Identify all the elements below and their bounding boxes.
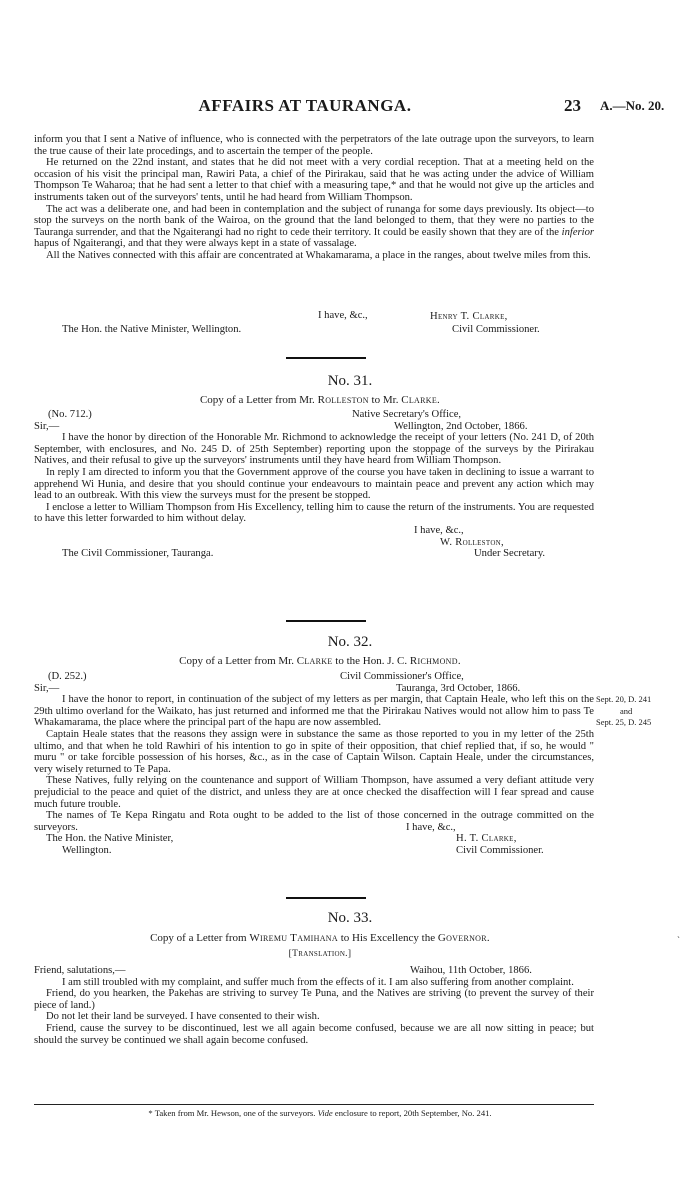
running-head xyxy=(0,96,700,118)
office: Civil Commissioner's Office, xyxy=(340,671,464,682)
closing: I have, &c., xyxy=(414,524,464,536)
place-date: Tauranga, 3rd October, 1866. xyxy=(396,682,521,694)
addressee: Wellington. xyxy=(62,844,112,856)
title-to: Richmond. xyxy=(409,655,461,667)
letter-32 xyxy=(34,671,594,857)
running-title: AFFAIRS AT TAURANGA. xyxy=(198,96,412,115)
title-text: Copy of a Letter from Mr. xyxy=(199,394,315,406)
title-text: Copy of a Letter from xyxy=(150,932,247,944)
paragraph-text: The act was a deliberate one, and had been in contemplation and the subject of runanga for some days previously. Its object—to stop the surveys on the north bank of the Wairoa, on the ground that the land belonged to them, that they were no parties to the Tauranga surrender, and that the Ngaiterangi had no right to cede their territory. It could be easily shown that they are of the xyxy=(34,203,594,238)
signatory: Henry T. Clarke, xyxy=(430,310,508,322)
paragraph: He returned on the 22nd instant, and states that he did not meet with a very cordial reception. That at a meeting held on the occasion of his visit the principal man, Rawiri Pata, a chief of the Pirirakau, said that he was acting under the advice of William Thompson Te Waharoa; that he had sent a letter to that chief with a measuring tape,* and that he would not give up the articles and instruments taken out of the surveyors' tents, until he had heard from William Thompson. xyxy=(34,157,594,203)
paragraph: inform you that I sent a Native of influence, who is connected with the perpetrators of the late outrage upon the surveyors, to learn the true cause of their late procedings, and to ascertain the temper of the people. xyxy=(34,134,594,157)
title-from: Rolleston xyxy=(317,394,369,406)
document-title xyxy=(0,394,640,406)
margin-note-line: and xyxy=(620,705,633,716)
document-title xyxy=(0,932,640,944)
footnote-text: enclosure to report, 20th September, No. 241. xyxy=(334,1108,492,1118)
paragraph: In reply I am directed to inform you that the Government approve of the course you have taken in declining to issue a warrant to apprehend Wi Hunia, and desire that you should continue your endeavours to maintain peace and prevent any action which may lead to an outbreak. With this view the surveys must for the present be stopped. xyxy=(34,466,594,502)
paragraph: These Natives, fully relying on the countenance and support of William Thompson, have assumed a very defiant attitude very prejudicial to the peace and quiet of the district, and unless they are at once checked the disaffection will I fear spread and cause much future trouble. xyxy=(34,775,594,810)
letter-30-continuation xyxy=(34,134,594,262)
margin-note-line: Sept. 20, D. 241 xyxy=(596,694,652,704)
signatory: H. T. Clarke, xyxy=(456,833,517,845)
salutation: Sir,— xyxy=(34,682,60,694)
title-to: Governor. xyxy=(437,932,490,944)
signatory: W. Rolleston, xyxy=(440,536,504,548)
addressee: The Civil Commissioner, Tauranga. xyxy=(62,548,214,560)
series-reference: A.—No. 20. xyxy=(600,98,665,113)
margin-note-line: Sept. 25, D. 245 xyxy=(596,717,652,728)
letter-31 xyxy=(34,409,594,560)
paragraph: I am still troubled with my complaint, and suffer much from the effects of it. I am also suffering from another complaint. xyxy=(62,976,574,988)
paragraph: Do not let their land be surveyed. I have consented to their wish. xyxy=(46,1011,320,1023)
section-divider xyxy=(286,620,366,622)
paragraph xyxy=(34,204,594,250)
footnote-emphasis: Vide xyxy=(317,1108,333,1118)
paragraph: Friend, cause the survey to be discontinued, lest we all again become confused, because we are all now sitting in peace; but should the survey be continued we shall again become confused. xyxy=(34,1022,594,1046)
signatory-title: Civil Commissioner. xyxy=(452,324,540,336)
title-text: Copy of a Letter from Mr. xyxy=(179,655,294,667)
page-number: 23 xyxy=(564,96,581,115)
signatory-title: Under Secretary. xyxy=(474,548,546,560)
paragraph: I have the honor to report, in continuation of the subject of my letters as per margin, that Captain Heale, who left this on the 29th ultimo overland for the Waikato, has just returned and informed me that the Pirirakau Natives would not allow him to pass Te Whakamarama, the place where the principal part of the hapu are now assembled. xyxy=(34,694,594,729)
title-to: Clarke. xyxy=(401,394,441,406)
paragraph: Captain Heale states that the reasons they assign were in substance the same as those reported to you in my letter of the 25th ultimo, and that when he told Rawhiri of his intention to go in spite of their opposition, that chief replied that, if so, he would " muru " or take forcible possession of his horses, &c., as in the case of Captain Wilson. Captain Heale, under the circumstances, very wisely returned to Te Papa. xyxy=(34,728,594,775)
letter-reference: (D. 252.) xyxy=(48,671,87,682)
translation-note: [Translation.] xyxy=(288,949,352,959)
addressee: The Hon. the Native Minister, xyxy=(46,833,174,845)
paragraph: I enclose a letter to William Thompson from His Excellency, telling him to cause the return of the instruments. You are requested to have this letter forwarded to him without delay. xyxy=(34,501,594,525)
section-divider xyxy=(286,897,366,899)
letter-30-signoff xyxy=(34,310,594,345)
title-text: to the Hon. J. C. xyxy=(335,655,408,667)
footnote-text: * Taken from Mr. Hewson, one of the surveyors. xyxy=(148,1108,316,1118)
salutation: Sir,— xyxy=(34,420,60,432)
closing: I have, &c., xyxy=(406,821,456,833)
title-from: Clarke xyxy=(296,655,333,667)
title-text: to Mr. xyxy=(371,394,399,406)
margin-note xyxy=(596,694,651,729)
emphasis-text: inferior xyxy=(561,226,595,238)
paragraph: I have the honor by direction of the Honorable Mr. Richmond to acknowledge the receipt of your letters (No. 241 D, of 20th September, with enclosures, and No. 245 D. of 25th September) reporting upon the stoppage of the surveys by the Pirirakau Natives, and their refusal to give up the surveyors' instruments until they have heard from William Thompson. xyxy=(34,432,594,467)
document-number: No. 32. xyxy=(327,634,373,650)
title-from: Wiremu Tamihana xyxy=(249,932,338,944)
place-date: Waihou, 11th October, 1866. xyxy=(410,965,532,976)
paragraph-text: hapus of Ngaiterangi, and that they were always kept in a state of vassalage. xyxy=(34,238,357,250)
office: Native Secretary's Office, xyxy=(352,409,462,420)
place-date: Wellington, 2nd October, 1866. xyxy=(394,420,528,432)
addressee: The Hon. the Native Minister, Wellington. xyxy=(62,324,242,336)
document-number: No. 31. xyxy=(327,373,373,389)
paragraph: The names of Te Kepa Ringatu and Rota ought to be added to the list of those concerned in the outrage committed on the surveyors. xyxy=(34,810,594,833)
letter-reference: (No. 712.) xyxy=(48,409,92,420)
document-number: No. 33. xyxy=(327,910,373,926)
section-divider xyxy=(286,357,366,359)
footnote-rule xyxy=(34,1104,594,1105)
salutation: Friend, salutations,— xyxy=(34,965,126,976)
letter-33 xyxy=(34,965,594,1046)
footnote xyxy=(0,1108,640,1118)
signatory-title: Civil Commissioner. xyxy=(456,844,544,856)
title-text: to His Excellency the xyxy=(340,932,436,944)
closing: I have, &c., xyxy=(318,310,368,321)
margin-mark: ˎ xyxy=(677,928,680,938)
document-title xyxy=(0,655,640,667)
paragraph: All the Natives connected with this affair are concentrated at Whakamarama, a place in the ranges, about twelve miles from this. xyxy=(46,249,591,261)
paragraph: Friend, do you hearken, the Pakehas are striving to survey Te Puna, and the Natives are striving (to prevent the survey of their piece of land.) xyxy=(34,988,594,1011)
